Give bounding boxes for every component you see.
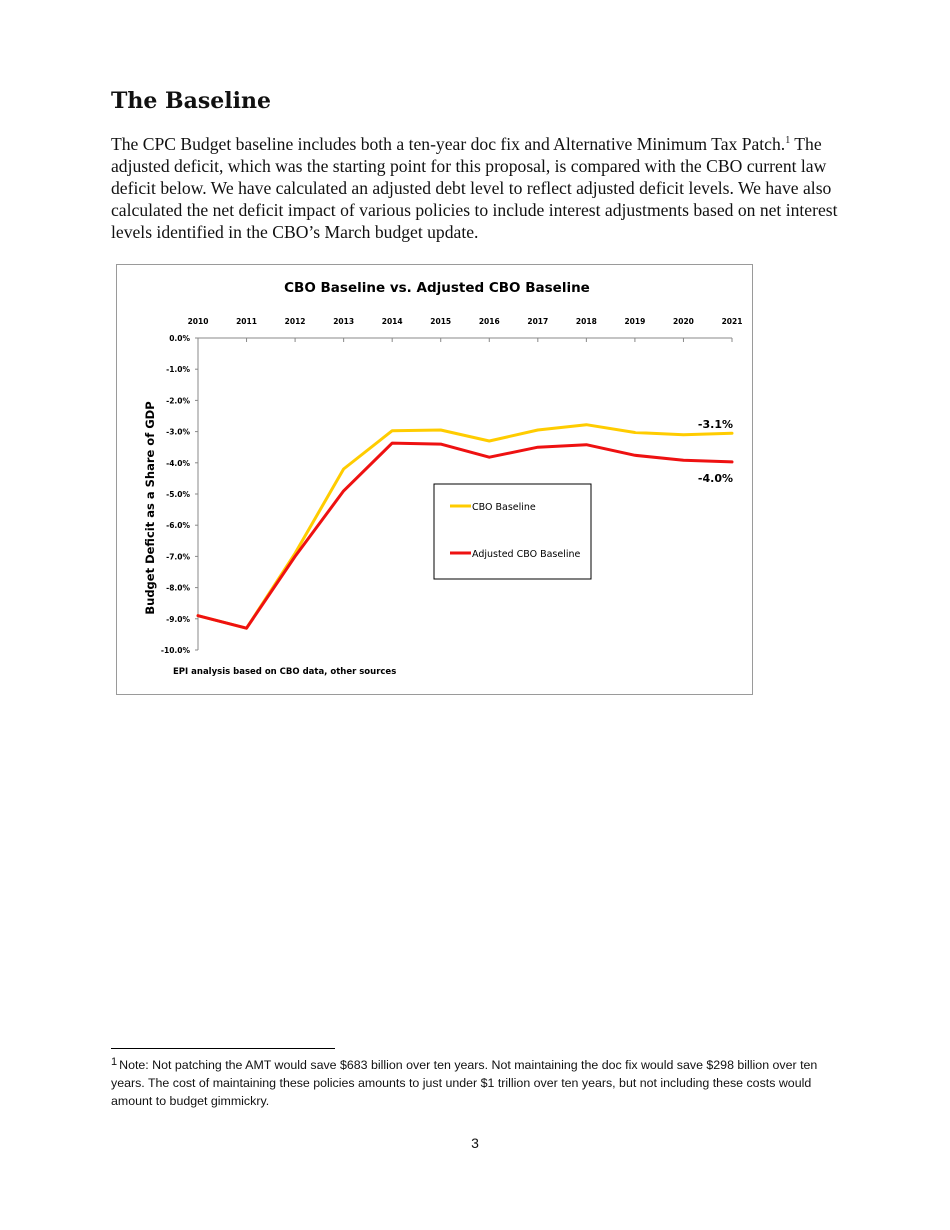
page-number: 3 [471,1135,479,1151]
legend-label-cbo: CBO Baseline [472,502,536,513]
x-tick-label: 2017 [527,317,549,326]
y-tick-label: -5.0% [166,490,190,499]
annotation-adjusted-2021: -4.0% [697,472,733,485]
x-tick-label: 2015 [430,317,452,326]
y-tick-label: -7.0% [166,552,190,562]
y-tick-label: 0.0% [169,334,190,343]
x-tick-label: 2016 [478,317,500,326]
footnote-text: Note: Not patching the AMT would save $683 billion over ten years. Not maintaining the doc fix would save $298 billion over ten years. The cost of maintaining these policies amounts to just under $1 trillion over ten years, but not including these costs would amount to budget gimmickry. [111,1058,818,1108]
y-tick-label: -4.0% [166,458,190,468]
annotation-cbo-2021: -3.1% [697,418,733,431]
x-tick-label: 2012 [284,317,306,326]
chart-legend [434,484,591,579]
y-tick-label: -3.0% [166,427,190,437]
x-tick-label: 2014 [381,317,403,326]
y-tick-label: -6.0% [166,521,190,531]
x-tick-label: 2020 [673,317,694,326]
x-tick-label: 2018 [575,317,597,326]
x-tick-label: 2019 [624,317,646,326]
chart-canvas [117,265,752,694]
x-tick-label: 2010 [187,317,209,326]
y-tick-label: -2.0% [166,396,190,406]
legend-box [434,484,591,579]
section-heading: The Baseline [111,88,271,114]
body-text-part2: The adjusted deficit, which was the starting point for this proposal, is compared with the CBO current law deficit below. We have calculated an adjusted debt level to reflect adjusted deficit levels. We have also calculated the net deficit impact of various policies to include interest adjustments based on net interest levels identified in the CBO’s March budget update. [111,134,838,242]
chart-title: CBO Baseline vs. Adjusted CBO Baseline [284,280,590,296]
x-tick-label: 2021 [721,317,743,326]
chart-source-note: EPI analysis based on CBO data, other sources [173,667,397,677]
body-text-part1: The CPC Budget baseline includes both a ten-year doc fix and Alternative Minimum Tax Patch. [111,134,786,154]
deficit-chart [116,264,753,695]
x-tick-label: 2013 [333,317,355,326]
y-tick-label: -9.0% [166,614,190,624]
y-tick-label: -8.0% [166,583,190,593]
y-tick-label: -10.0% [160,646,190,655]
y-axis-label: Budget Deficit as a Share of GDP [143,401,157,615]
footnote-reference[interactable]: 1 [785,135,791,147]
footnote-number: 1 [111,1056,118,1068]
y-tick-label: -1.0% [166,365,190,375]
x-tick-label: 2011 [236,317,257,326]
legend-label-adjusted: Adjusted CBO Baseline [472,549,581,560]
footnote-separator [111,1048,335,1049]
footnote [111,1056,841,1110]
body-paragraph [111,133,841,243]
